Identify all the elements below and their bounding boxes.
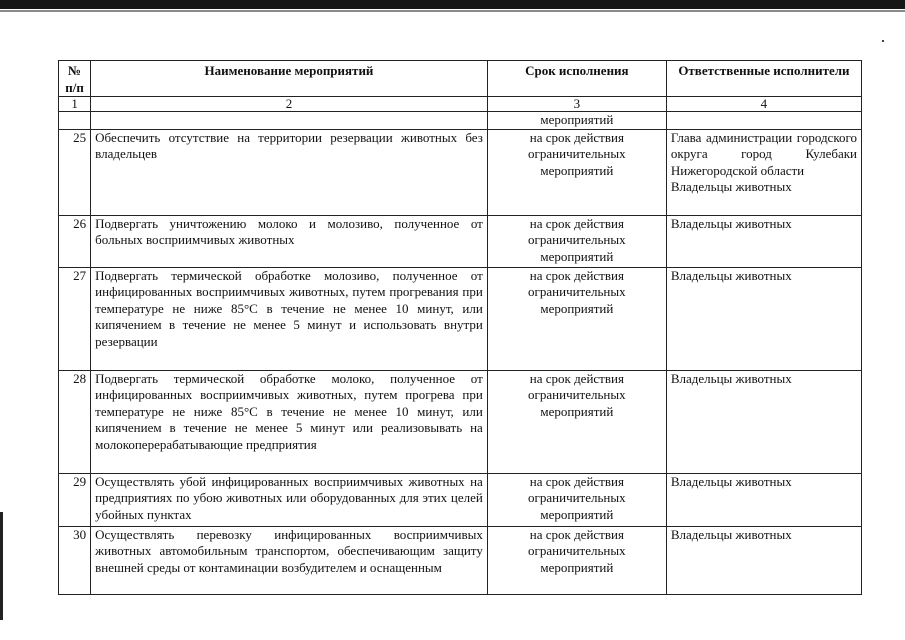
- row-measure: Подвергать уничтожению молоко и молозиво, полученное от больных восприимчивых животных: [91, 215, 488, 267]
- table-row: [59, 526, 862, 594]
- row-number: 25: [59, 129, 91, 215]
- responsible-line: Глава администрации городского округа город Кулебаки Нижегородской области: [670, 129, 857, 178]
- row-responsible: Владельцы животных: [666, 370, 861, 473]
- continuation-row: [59, 112, 862, 130]
- row-responsible: Владельцы животных: [666, 267, 861, 370]
- row-measure: Обеспечить отсутствие на территории резервации животных без владельцев: [91, 129, 488, 215]
- table-row: [59, 267, 862, 370]
- continuation-term: мероприятий: [487, 112, 666, 130]
- scan-left-edge: [0, 512, 3, 620]
- row-number: 30: [59, 526, 91, 594]
- row-responsible: Владельцы животных: [666, 526, 861, 594]
- measures-table: [58, 60, 862, 595]
- column-number: 4: [666, 97, 861, 112]
- header-term: Срок исполнения: [487, 61, 666, 97]
- header-number: № п/п: [59, 61, 91, 97]
- row-term: на срок действия ограничительных мероприятий: [487, 215, 666, 267]
- column-number: 2: [91, 97, 488, 112]
- row-term: на срок действия ограничительных мероприятий: [487, 267, 666, 370]
- row-term: на срок действия ограничительных мероприятий: [487, 473, 666, 526]
- row-number: 28: [59, 370, 91, 473]
- row-number: 29: [59, 473, 91, 526]
- row-measure: Осуществлять перевозку инфицированных восприимчивых животных автомобильным транспортом, обеспечивающим защиту внешней среды от контаминации возбудителем и оснащенным: [91, 526, 488, 594]
- table-row: [59, 473, 862, 526]
- header-responsible: Ответственные исполнители: [666, 61, 861, 97]
- row-responsible: Владельцы животных: [666, 215, 861, 267]
- table-row: [59, 129, 862, 215]
- row-responsible: [666, 129, 861, 215]
- scan-top-border: [0, 0, 905, 9]
- row-term: на срок действия ограничительных мероприятий: [487, 129, 666, 215]
- row-measure: Подвергать термической обработке молоко, полученное от инфицированных восприимчивых животных, путем прогрева при температуре не ниже 85°С в течение не менее 10 минут, или кипячением в течение не менее 5 минут или реализовывать на молокоперерабатывающие предприятия: [91, 370, 488, 473]
- row-number: 26: [59, 215, 91, 267]
- row-responsible: Владельцы животных: [666, 473, 861, 526]
- table-header-row: [59, 61, 862, 97]
- header-measure-name: Наименование мероприятий: [91, 61, 488, 97]
- row-term: на срок действия ограничительных мероприятий: [487, 370, 666, 473]
- table-row: [59, 215, 862, 267]
- column-number-row: [59, 97, 862, 112]
- row-term: на срок действия ограничительных мероприятий: [487, 526, 666, 594]
- column-number: 1: [59, 97, 91, 112]
- scan-top-border-thin: [0, 10, 905, 12]
- row-number: 27: [59, 267, 91, 370]
- row-measure: Подвергать термической обработке молозиво, полученное от инфицированных восприимчивых животных, путем прогревания при температуре не ниже 85°С в течение не менее 10 минут, или кипячением в течение не менее 5 минут и использовать внутри резервации: [91, 267, 488, 370]
- row-measure: Осуществлять убой инфицированных восприимчивых животных на предприятиях по убою животных или оборудованных для этих целей убойных пунктах: [91, 473, 488, 526]
- table-row: [59, 370, 862, 473]
- responsible-line: Владельцы животных: [670, 179, 792, 194]
- column-number: 3: [487, 97, 666, 112]
- scan-speck: [882, 40, 884, 42]
